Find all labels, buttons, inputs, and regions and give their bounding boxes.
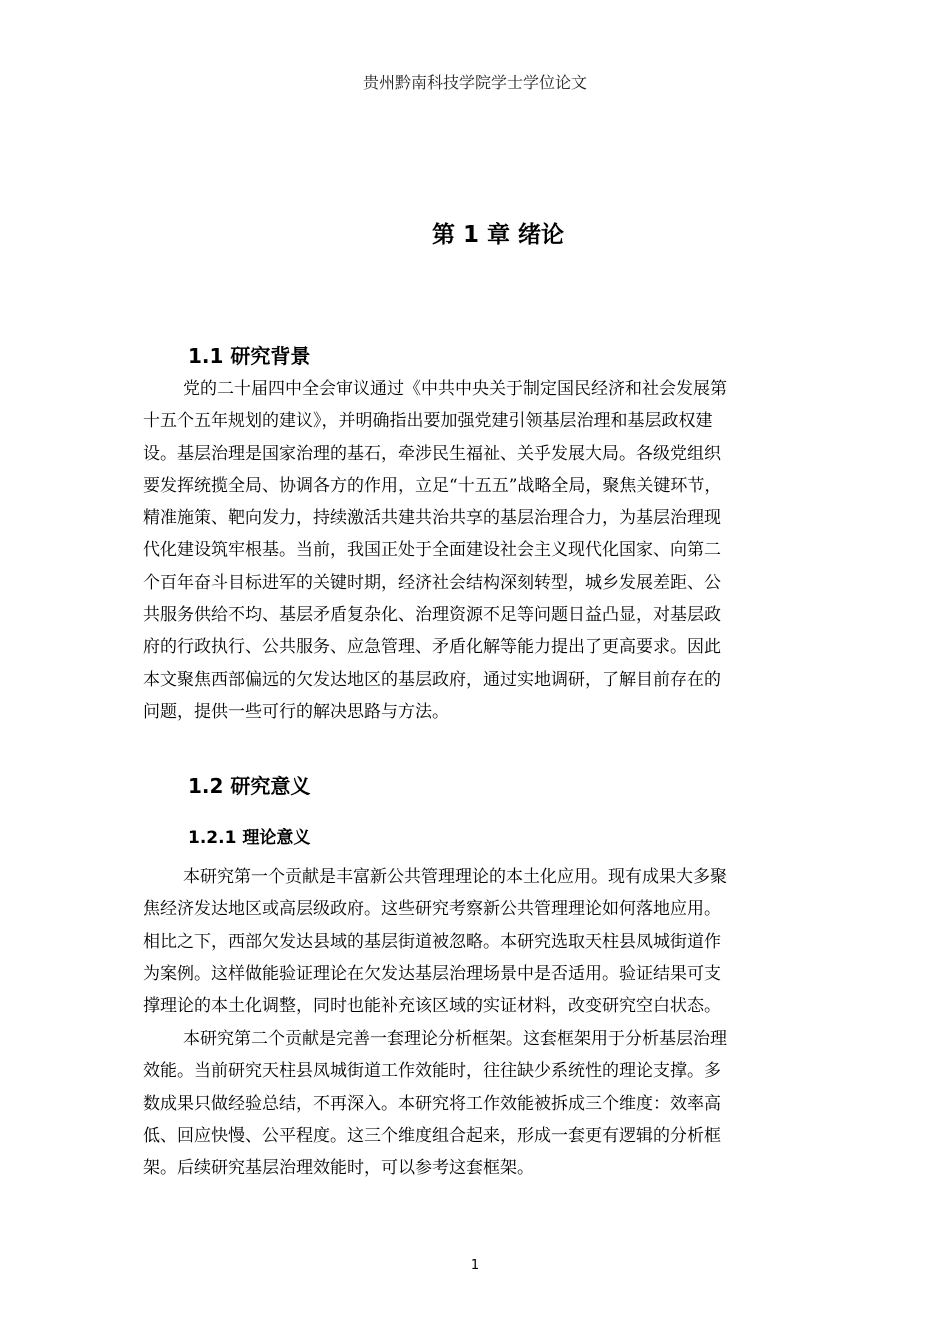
text-line: 十五个五年规划的建议》，并明确指出要加强党建引领基层治理和基层政权建 — [143, 411, 713, 432]
subsection-title-1-2-1: 1.2.1 理论意义 — [188, 828, 311, 848]
text-line: 问题，提供一些可行的解决思路与方法。 — [143, 701, 449, 722]
paragraph-research-background — [143, 373, 823, 728]
text-line: 设。基层治理是国家治理的基石，牵涉民生福祉、关乎发展大局。各级党组织 — [143, 443, 721, 464]
running-header: 贵州黔南科技学院学士学位论文 — [362, 73, 587, 92]
paragraph-theoretical-significance-1 — [143, 861, 823, 1022]
text-line: 撑理论的本土化调整，同时也能补充该区域的实证材料，改变研究空白状态。 — [143, 996, 721, 1017]
text-line: 相比之下，西部欠发达县域的基层街道被忽略。本研究选取天柱县凤城街道作 — [143, 931, 721, 952]
section-title-1-1: 1.1 研究背景 — [188, 344, 311, 368]
text-line: 为案例。这样做能验证理论在欠发达基层治理场景中是否适用。验证结果可支 — [143, 963, 721, 984]
text-line: 府的行政执行、公共服务、应急管理、矛盾化解等能力提出了更高要求。因此 — [143, 637, 721, 658]
text-line: 要发挥统揽全局、协调各方的作用，立足“十五五”战略全局，聚焦关键环节， — [143, 475, 722, 496]
text-line: 本文聚焦西部偏远的欠发达地区的基层政府，通过实地调研，了解目前存在的 — [143, 669, 721, 690]
text-line: 精准施策、靶向发力，持续激活共建共治共享的基层治理合力，为基层治理现 — [143, 508, 721, 529]
text-line: 架。后续研究基层治理效能时，可以参考这套框架。 — [143, 1158, 534, 1179]
text-line: 党的二十届四中全会审议通过《中共中央关于制定国民经济和社会发展第 — [183, 379, 727, 399]
text-line: 共服务供给不均、基层矛盾复杂化、治理资源不足等问题日益凸显，对基层政 — [143, 605, 721, 626]
text-line: 低、回应快慢、公平程度。这三个维度组合起来，形成一套更有逻辑的分析框 — [143, 1125, 721, 1146]
chapter-title: 第 1 章 绪论 — [431, 222, 565, 248]
text-line: 数成果只做经验总结，不再深入。本研究将工作效能被拆成三个维度：效率高 — [143, 1093, 721, 1114]
text-line: 焦经济发达地区或高层级政府。这些研究考察新公共管理理论如何落地应用。 — [143, 899, 721, 920]
text-line: 个百年奋斗目标进军的关键时期，经济社会结构深刻转型，城乡发展差距、公 — [143, 572, 721, 593]
text-line: 本研究第一个贡献是丰富新公共管理理论的本土化应用。现有成果大多聚 — [183, 867, 727, 887]
section-title-1-2: 1.2 研究意义 — [188, 774, 311, 798]
text-line: 效能。当前研究天柱县凤城街道工作效能时，往往缺少系统性的理论支撑。多 — [143, 1061, 721, 1082]
paragraph-theoretical-significance-2 — [143, 1023, 823, 1184]
page-number: 1 — [470, 1258, 480, 1273]
text-line: 本研究第二个贡献是完善一套理论分析框架。这套框架用于分析基层治理 — [183, 1029, 727, 1049]
text-line: 代化建设筑牢根基。当前，我国正处于全面建设社会主义现代化国家、向第二 — [143, 540, 721, 561]
